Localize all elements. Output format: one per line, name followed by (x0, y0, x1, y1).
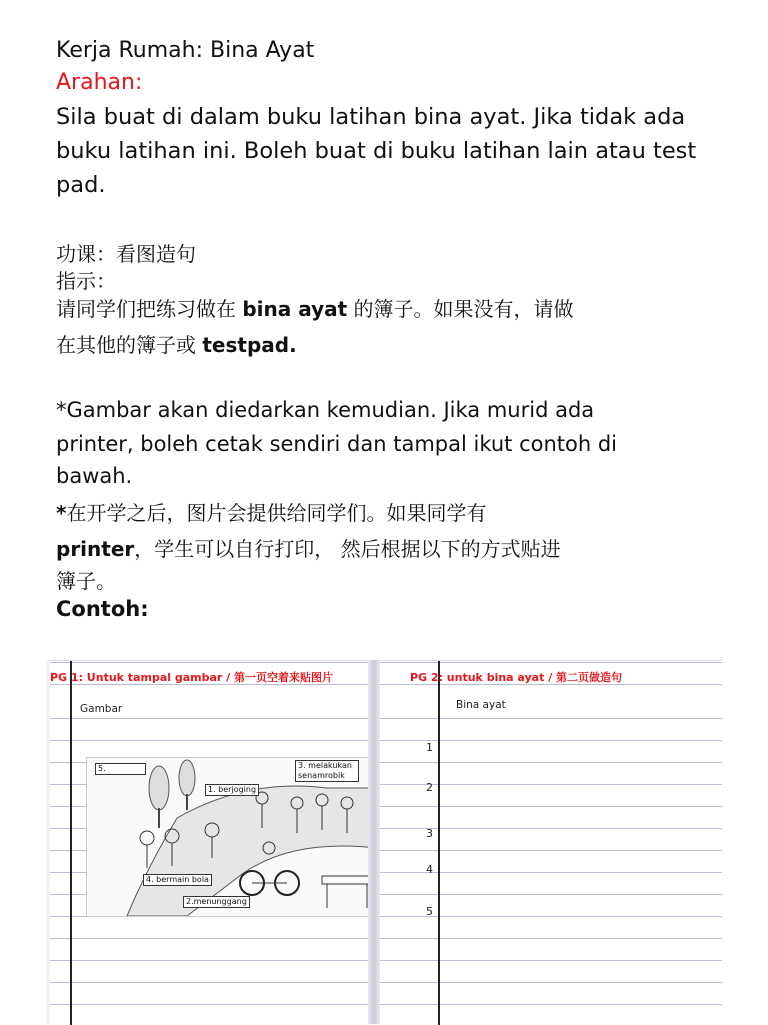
notebook-spine (368, 660, 380, 1024)
page-title: Kerja Rumah: Bina Ayat (56, 38, 315, 63)
instruction-heading: Arahan: (56, 70, 143, 95)
note-malay-3: bawah. (56, 464, 133, 488)
picture-label-cycling: 2.menunggang (183, 896, 250, 908)
line-number-2: 2 (426, 781, 433, 794)
line-number-1: 1 (426, 741, 433, 754)
page-1-header: PG 1: Untuk tampal gambar / 第一页空着来贴图片 (50, 671, 333, 684)
note-chinese-1: *在开学之后，图片会提供给同学们。如果同学有 (56, 501, 487, 525)
note-chinese-3: 簿子。 (56, 569, 116, 593)
notebook-page-1 (50, 660, 368, 1025)
note-malay-1: *Gambar akan diedarkan kemudian. Jika murid ada (56, 398, 595, 422)
notebook-example (46, 660, 722, 1024)
line-number-4: 4 (426, 863, 433, 876)
chinese-label: 指示： (56, 269, 116, 293)
page-2-header: PG 2: untuk bina ayat / 第二页做造句 (410, 671, 623, 684)
picture-label-5: 5. (95, 763, 146, 775)
notebook-page-2 (380, 660, 722, 1025)
picture-label: Gambar (80, 703, 123, 715)
chinese-line-1: 请同学们把练习做在 bina ayat 的簿子。如果没有，请做 (56, 297, 574, 321)
picture-label-aerobics: 3. melakukan senamrobik (295, 760, 359, 782)
picture-label-ball: 4. bermain bola (143, 874, 212, 886)
line-number-3: 3 (426, 827, 433, 840)
example-heading: Contoh: (56, 597, 149, 621)
page-margin-line (70, 661, 72, 1025)
line-number-5: 5 (426, 905, 433, 918)
page-margin-line (438, 661, 440, 1025)
chinese-line-2: 在其他的簿子或 testpad. (56, 333, 297, 357)
picture-area (86, 757, 378, 917)
chinese-title: 功课：看图造句 (56, 242, 196, 266)
note-malay-2: printer, boleh cetak sendiri dan tampal ikut contoh di (56, 432, 618, 456)
note-chinese-2: printer，学生可以自行打印， 然后根据以下的方式贴进 (56, 537, 561, 561)
picture-label-jogging: 1. berjoging (205, 784, 259, 796)
instruction-malay: Sila buat di dalam buku latihan bina ayat. Jika tidak ada buku latihan ini. Boleh buat di buku latihan lain atau test pad. (56, 104, 697, 198)
sentence-label: Bina ayat (456, 699, 506, 711)
